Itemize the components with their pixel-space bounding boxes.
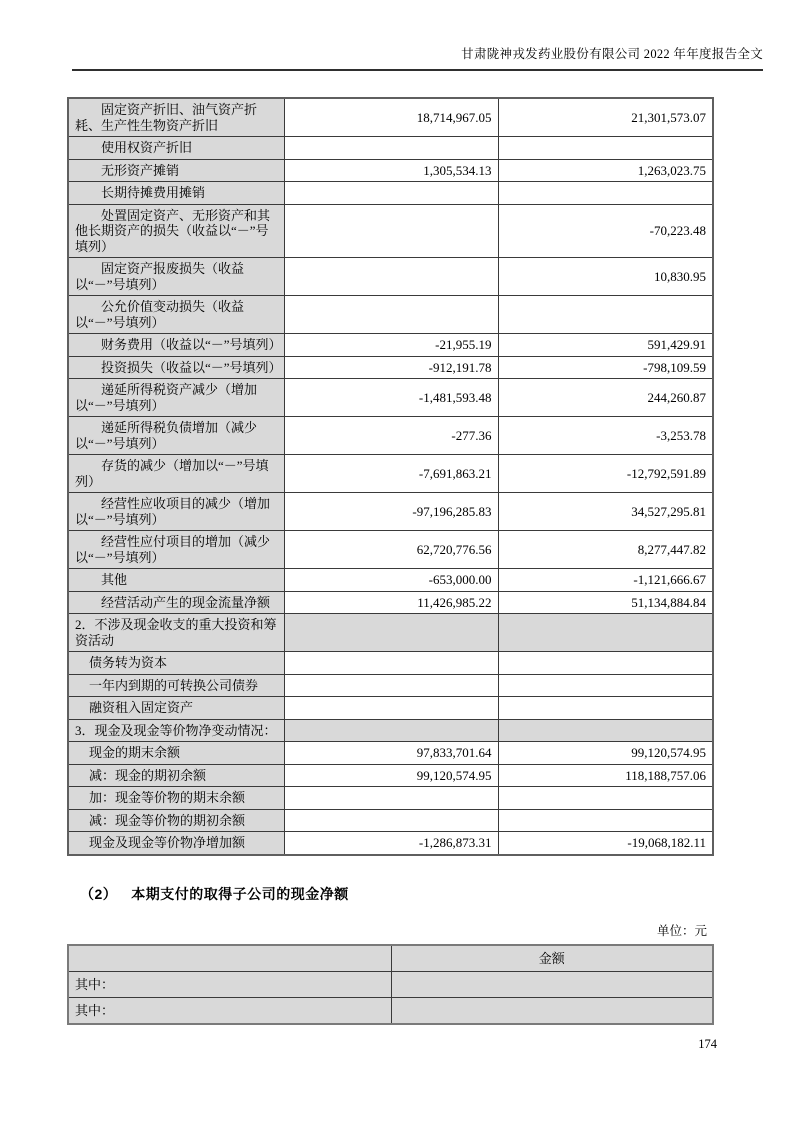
sub-row-label: 其中： [68, 972, 391, 998]
sub-table-row [68, 998, 713, 1025]
row-value-current: -653,000.00 [284, 569, 498, 592]
row-label: 无形资产摊销 [68, 159, 284, 182]
row-value-previous: -12,792,591.89 [498, 455, 713, 493]
row-value-previous: 10,830.95 [498, 258, 713, 296]
sub-row-label: 其中： [68, 998, 391, 1025]
row-label: 融资租入固定资产 [68, 697, 284, 720]
sub-table-row [68, 972, 713, 998]
table-row [68, 531, 713, 569]
row-value-current: 1,305,534.13 [284, 159, 498, 182]
table-row [68, 787, 713, 810]
row-value-current: 62,720,776.56 [284, 531, 498, 569]
row-value-current [284, 137, 498, 160]
cash-flow-table-body [68, 98, 713, 855]
row-value-previous [498, 137, 713, 160]
row-label: 其他 [68, 569, 284, 592]
row-value-current [284, 719, 498, 742]
row-label: 递延所得税负债增加（减少以“－”号填列） [68, 417, 284, 455]
row-value-current: -1,286,873.31 [284, 832, 498, 855]
row-value-previous: -798,109.59 [498, 356, 713, 379]
row-value-current: -277.36 [284, 417, 498, 455]
row-value-previous [498, 809, 713, 832]
row-value-previous: 244,260.87 [498, 379, 713, 417]
row-value-previous: 1,263,023.75 [498, 159, 713, 182]
row-value-current: -7,691,863.21 [284, 455, 498, 493]
row-label: 投资损失（收益以“－”号填列） [68, 356, 284, 379]
table-row [68, 296, 713, 334]
row-value-previous: -70,223.48 [498, 204, 713, 258]
row-value-current [284, 697, 498, 720]
table-row [68, 591, 713, 614]
row-value-current [284, 296, 498, 334]
table-row [68, 356, 713, 379]
row-value-previous: -1,121,666.67 [498, 569, 713, 592]
row-label: 递延所得税资产减少（增加以“－”号填列） [68, 379, 284, 417]
table-row [68, 809, 713, 832]
row-value-previous: 8,277,447.82 [498, 531, 713, 569]
row-label: 债务转为资本 [68, 652, 284, 675]
row-label: 经营性应付项目的增加（减少以“－”号填列） [68, 531, 284, 569]
table-row [68, 614, 713, 652]
row-label: 3．现金及现金等价物净变动情况： [68, 719, 284, 742]
table-row [68, 258, 713, 296]
table-row [68, 652, 713, 675]
table-row [68, 569, 713, 592]
row-value-current [284, 809, 498, 832]
table-row [68, 719, 713, 742]
row-label: 加：现金等价物的期末余额 [68, 787, 284, 810]
table-row [68, 334, 713, 357]
subsidiary-cash-table [67, 944, 714, 1025]
row-value-current: 99,120,574.95 [284, 764, 498, 787]
subsidiary-cash-table-body [68, 945, 713, 1024]
row-label: 减：现金等价物的期初余额 [68, 809, 284, 832]
row-value-current: -21,955.19 [284, 334, 498, 357]
table-row [68, 697, 713, 720]
table-row [68, 832, 713, 855]
table-row [68, 455, 713, 493]
row-value-previous: -19,068,182.11 [498, 832, 713, 855]
row-value-previous: -3,253.78 [498, 417, 713, 455]
row-value-current [284, 614, 498, 652]
row-label: 存货的减少（增加以“－”号填列） [68, 455, 284, 493]
table-row [68, 182, 713, 205]
row-label: 公允价值变动损失（收益以“－”号填列） [68, 296, 284, 334]
unit-label: 单位：元 [656, 924, 707, 938]
row-value-current: -1,481,593.48 [284, 379, 498, 417]
row-value-current [284, 258, 498, 296]
row-value-previous [498, 296, 713, 334]
row-value-previous: 34,527,295.81 [498, 493, 713, 531]
row-value-current: 11,426,985.22 [284, 591, 498, 614]
row-value-previous [498, 652, 713, 675]
sub-row-value [391, 998, 713, 1025]
row-label: 减：现金的期初余额 [68, 764, 284, 787]
row-label: 现金的期末余额 [68, 742, 284, 765]
sub-table-blank-header-cell [68, 945, 391, 972]
cash-flow-supplementary-table [67, 97, 714, 856]
table-row [68, 493, 713, 531]
sub-row-value [391, 972, 713, 998]
page-header-title: 甘肃陇神戎发药业股份有限公司 2022 年年度报告全文 [72, 44, 763, 71]
row-value-current: -97,196,285.83 [284, 493, 498, 531]
table-row [68, 674, 713, 697]
row-label: 现金及现金等价物净增加额 [68, 832, 284, 855]
row-label: 经营活动产生的现金流量净额 [68, 591, 284, 614]
row-label: 固定资产折旧、油气资产折耗、生产性生物资产折旧 [68, 98, 284, 137]
row-value-previous [498, 674, 713, 697]
table-row [68, 159, 713, 182]
row-value-previous [498, 182, 713, 205]
table-row [68, 379, 713, 417]
row-value-previous [498, 787, 713, 810]
section-heading-number: （2） [80, 886, 118, 902]
row-value-current: 97,833,701.64 [284, 742, 498, 765]
row-label: 固定资产报废损失（收益以“－”号填列） [68, 258, 284, 296]
row-value-current: -912,191.78 [284, 356, 498, 379]
table-row [68, 764, 713, 787]
section-heading [80, 884, 349, 904]
row-value-previous: 591,429.91 [498, 334, 713, 357]
row-value-current [284, 652, 498, 675]
table-row [68, 204, 713, 258]
row-label: 财务费用（收益以“－”号填列） [68, 334, 284, 357]
row-value-current [284, 182, 498, 205]
row-label: 一年内到期的可转换公司债券 [68, 674, 284, 697]
sub-table-amount-header: 金额 [391, 945, 713, 972]
row-value-previous: 21,301,573.07 [498, 98, 713, 137]
section-heading-text: 本期支付的取得子公司的现金净额 [131, 886, 349, 902]
row-value-current [284, 787, 498, 810]
page-number: 174 [698, 1037, 717, 1051]
table-row [68, 742, 713, 765]
row-label: 经营性应收项目的减少（增加以“－”号填列） [68, 493, 284, 531]
row-value-previous [498, 697, 713, 720]
table-row [68, 417, 713, 455]
row-value-current [284, 674, 498, 697]
sub-table-header-row [68, 945, 713, 972]
row-value-current: 18,714,967.05 [284, 98, 498, 137]
table-row [68, 98, 713, 137]
row-label: 2．不涉及现金收支的重大投资和筹资活动 [68, 614, 284, 652]
row-value-previous: 51,134,884.84 [498, 591, 713, 614]
row-label: 长期待摊费用摊销 [68, 182, 284, 205]
row-value-current [284, 204, 498, 258]
row-value-previous [498, 719, 713, 742]
row-value-previous: 118,188,757.06 [498, 764, 713, 787]
row-value-previous [498, 614, 713, 652]
row-value-previous: 99,120,574.95 [498, 742, 713, 765]
table-row [68, 137, 713, 160]
row-label: 使用权资产折旧 [68, 137, 284, 160]
row-label: 处置固定资产、无形资产和其他长期资产的损失（收益以“－”号填列） [68, 204, 284, 258]
